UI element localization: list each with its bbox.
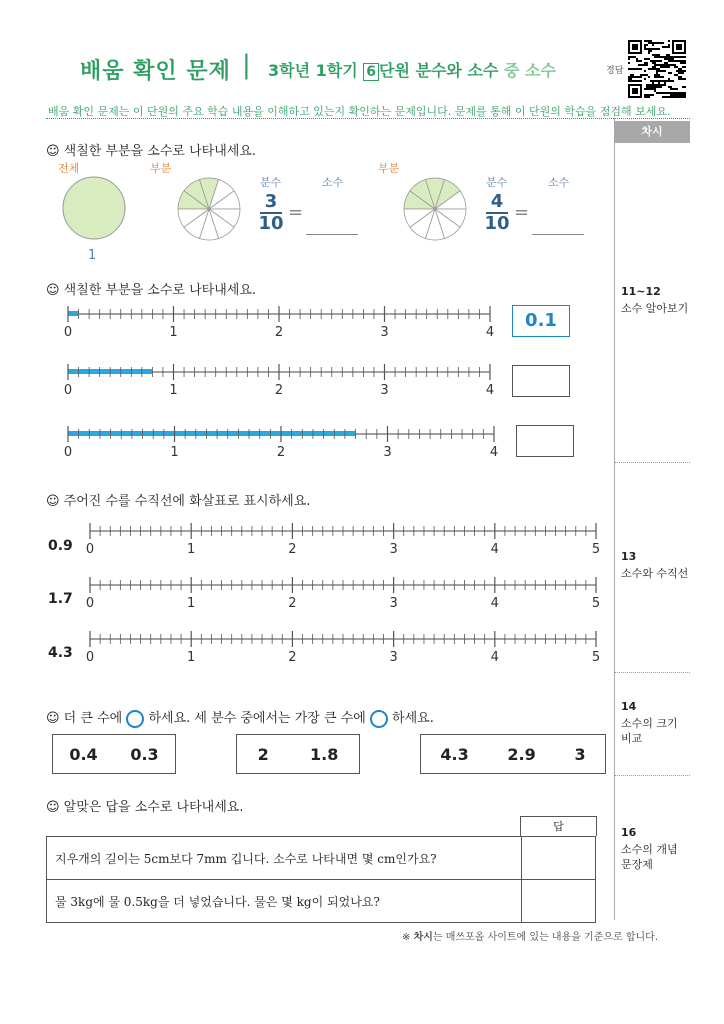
footer-bold: 차시 <box>413 932 433 943</box>
part-label: 부분 <box>378 162 400 175</box>
word-problem-text: 지우개의 길이는 5cm보다 7mm 깁니다. 소수로 나타내면 몇 cm인가요? <box>47 837 522 880</box>
number-line-group <box>78 515 608 675</box>
prompt-part: ☺ 더 큰 수에 <box>46 711 123 726</box>
fraction-label: 분수 <box>486 176 508 189</box>
compare-number[interactable]: 2 <box>257 744 269 764</box>
tick-label: 1 <box>187 542 196 557</box>
unit-title <box>268 58 556 81</box>
word-problem-text: 물 3kg에 물 0.5kg을 더 넣었습니다. 물은 몇 kg이 되었나요? <box>47 880 522 923</box>
compare-box <box>420 734 606 774</box>
tick-label: 1 <box>187 650 196 665</box>
decimal-answer-blank[interactable] <box>532 233 584 235</box>
decimal-answer-box[interactable] <box>512 365 570 397</box>
tick-label: 3 <box>380 325 389 340</box>
target-number: 0.9 <box>48 538 73 554</box>
circle-icon <box>370 710 388 728</box>
tick-label: 4 <box>490 542 499 557</box>
grade-label: 3학년 1학기 <box>268 61 358 80</box>
fraction-denominator: 10 <box>484 213 510 234</box>
table-row <box>47 837 596 880</box>
tick-label: 4 <box>489 445 499 460</box>
number-line[interactable] <box>86 631 600 665</box>
tick-label: 4 <box>490 650 499 665</box>
question-1-prompt: ☺ 색칠한 부분을 소수로 나타내세요. <box>46 144 257 159</box>
fraction <box>482 192 512 234</box>
tick-label: 3 <box>389 596 398 611</box>
tick-label: 5 <box>591 596 601 611</box>
word-problem-table <box>46 836 596 923</box>
tick-label: 4 <box>485 383 495 398</box>
tick-label: 2 <box>288 596 297 611</box>
question-5-prompt: ☺ 알맞은 답을 소수로 나타내세요. <box>46 800 244 815</box>
sidebar-lesson-number: 14 <box>621 700 637 713</box>
fraction-numerator: 4 <box>490 191 504 212</box>
title-separator: | <box>242 50 251 80</box>
tick-label: 3 <box>383 445 392 460</box>
part-label: 부분 <box>150 162 172 175</box>
tick-label: 3 <box>380 383 389 398</box>
whole-circle <box>62 176 126 240</box>
section-name: 소수 <box>524 61 556 80</box>
tick-label: 3 <box>389 542 398 557</box>
number-line[interactable] <box>86 577 600 611</box>
fraction <box>256 192 286 234</box>
fraction-numerator: 3 <box>264 191 278 212</box>
sidebar-divider <box>614 775 690 776</box>
circle-icon <box>126 710 144 728</box>
sidebar-lesson-number: 11~12 <box>621 285 661 298</box>
whole-value: 1 <box>88 248 97 263</box>
tick-label: 2 <box>274 383 284 398</box>
decimal-label: 소수 <box>548 176 570 189</box>
tick-label: 0 <box>85 596 95 611</box>
question-3-prompt: ☺ 주어진 수를 수직선에 화살표로 표시하세요. <box>46 494 311 509</box>
tick-label: 0 <box>63 383 73 398</box>
compare-number[interactable]: 2.9 <box>507 744 536 764</box>
sidebar-lesson-label: 소수와 수직선 <box>621 567 689 580</box>
question-4-prompt <box>46 707 434 728</box>
tick-label: 2 <box>274 325 284 340</box>
tick-label: 0 <box>85 542 95 557</box>
number-line-group <box>58 300 508 470</box>
number-line[interactable] <box>86 523 600 557</box>
page-title: 배움 확인 문제 <box>80 59 231 84</box>
shaded-bar <box>68 431 356 436</box>
compare-number[interactable]: 0.4 <box>69 744 98 764</box>
sidebar-divider <box>614 672 690 673</box>
fraction-denominator: 10 <box>258 213 284 234</box>
decimal-answer-box[interactable]: 0.1 <box>512 305 570 337</box>
footer-prefix: ※ <box>402 932 411 943</box>
compare-number[interactable]: 1.8 <box>310 744 339 764</box>
tick-label: 1 <box>170 445 179 460</box>
decimal-label: 소수 <box>322 176 344 189</box>
prompt-part: 하세요. <box>392 711 434 726</box>
word-problem-answer-cell[interactable] <box>522 880 596 923</box>
tick-label: 5 <box>591 650 601 665</box>
tick-label: 1 <box>187 596 196 611</box>
sidebar-divider <box>614 462 690 463</box>
whole-label: 전체 <box>58 162 80 175</box>
equals-sign: = <box>288 202 304 223</box>
answer-column-header: 답 <box>520 816 597 836</box>
tick-label: 0 <box>63 325 73 340</box>
unit-number: 6 <box>363 63 379 81</box>
tick-label: 4 <box>490 596 499 611</box>
tick-label: 3 <box>389 650 398 665</box>
unit-suffix: 단원 <box>379 61 410 80</box>
word-problem-answer-cell[interactable] <box>522 837 596 880</box>
fraction-label: 분수 <box>260 176 282 189</box>
compare-number[interactable]: 4.3 <box>440 744 469 764</box>
tick-label: 1 <box>169 383 178 398</box>
footer-text: 는 매쓰포올 사이트에 있는 내용을 기준으로 합니다. <box>432 932 659 943</box>
tick-label: 2 <box>288 542 297 557</box>
header-divider <box>46 118 690 119</box>
fraction-circle <box>402 176 468 242</box>
section-prefix: 중 <box>503 61 520 80</box>
decimal-answer-blank[interactable] <box>306 233 358 235</box>
unit-name: 분수와 소수 <box>415 61 499 80</box>
question-2-prompt: ☺ 색칠한 부분을 소수로 나타내세요. <box>46 283 257 298</box>
tick-label: 5 <box>591 542 601 557</box>
sidebar-lesson-label: 소수의 크기 비교 <box>621 717 678 745</box>
tick-label: 4 <box>485 325 495 340</box>
compare-number[interactable]: 3 <box>574 744 586 764</box>
fraction-circle <box>176 176 242 242</box>
footer-note <box>402 928 658 943</box>
sidebar-lesson-label: 소수 알아보기 <box>621 302 689 315</box>
prompt-part: 하세요. 세 분수 중에서는 가장 큰 수에 <box>148 711 366 726</box>
sidebar-header: 차시 <box>614 121 690 143</box>
number-line[interactable] <box>64 306 494 340</box>
shaded-bar <box>68 311 79 316</box>
sidebar-lesson-number: 16 <box>621 826 637 839</box>
compare-box <box>236 734 360 774</box>
tick-label: 0 <box>85 650 95 665</box>
tick-label: 2 <box>288 650 297 665</box>
tick-label: 1 <box>169 325 178 340</box>
sidebar-lesson-label: 소수의 개념 문장제 <box>621 843 678 871</box>
intro-text: 배움 확인 문제는 이 단원의 주요 학습 내용을 이해하고 있는지 확인하는 문제입니다. 문제를 통해 이 단원의 학습을 점검해 보세요. <box>48 105 671 118</box>
target-number: 4.3 <box>48 645 73 661</box>
sidebar <box>614 118 691 920</box>
tick-label: 0 <box>63 445 73 460</box>
decimal-answer-box[interactable] <box>516 425 574 457</box>
compare-box <box>52 734 176 774</box>
answer-label: 정답 <box>606 66 624 76</box>
equals-sign: = <box>514 202 530 223</box>
compare-number[interactable]: 0.3 <box>130 744 159 764</box>
number-line[interactable] <box>64 426 498 460</box>
target-number: 1.7 <box>48 591 73 607</box>
sidebar-lesson-number: 13 <box>621 550 637 563</box>
qr-code-icon[interactable] <box>628 40 686 98</box>
tick-label: 2 <box>276 445 286 460</box>
table-row <box>47 880 596 923</box>
number-line[interactable] <box>64 364 494 398</box>
